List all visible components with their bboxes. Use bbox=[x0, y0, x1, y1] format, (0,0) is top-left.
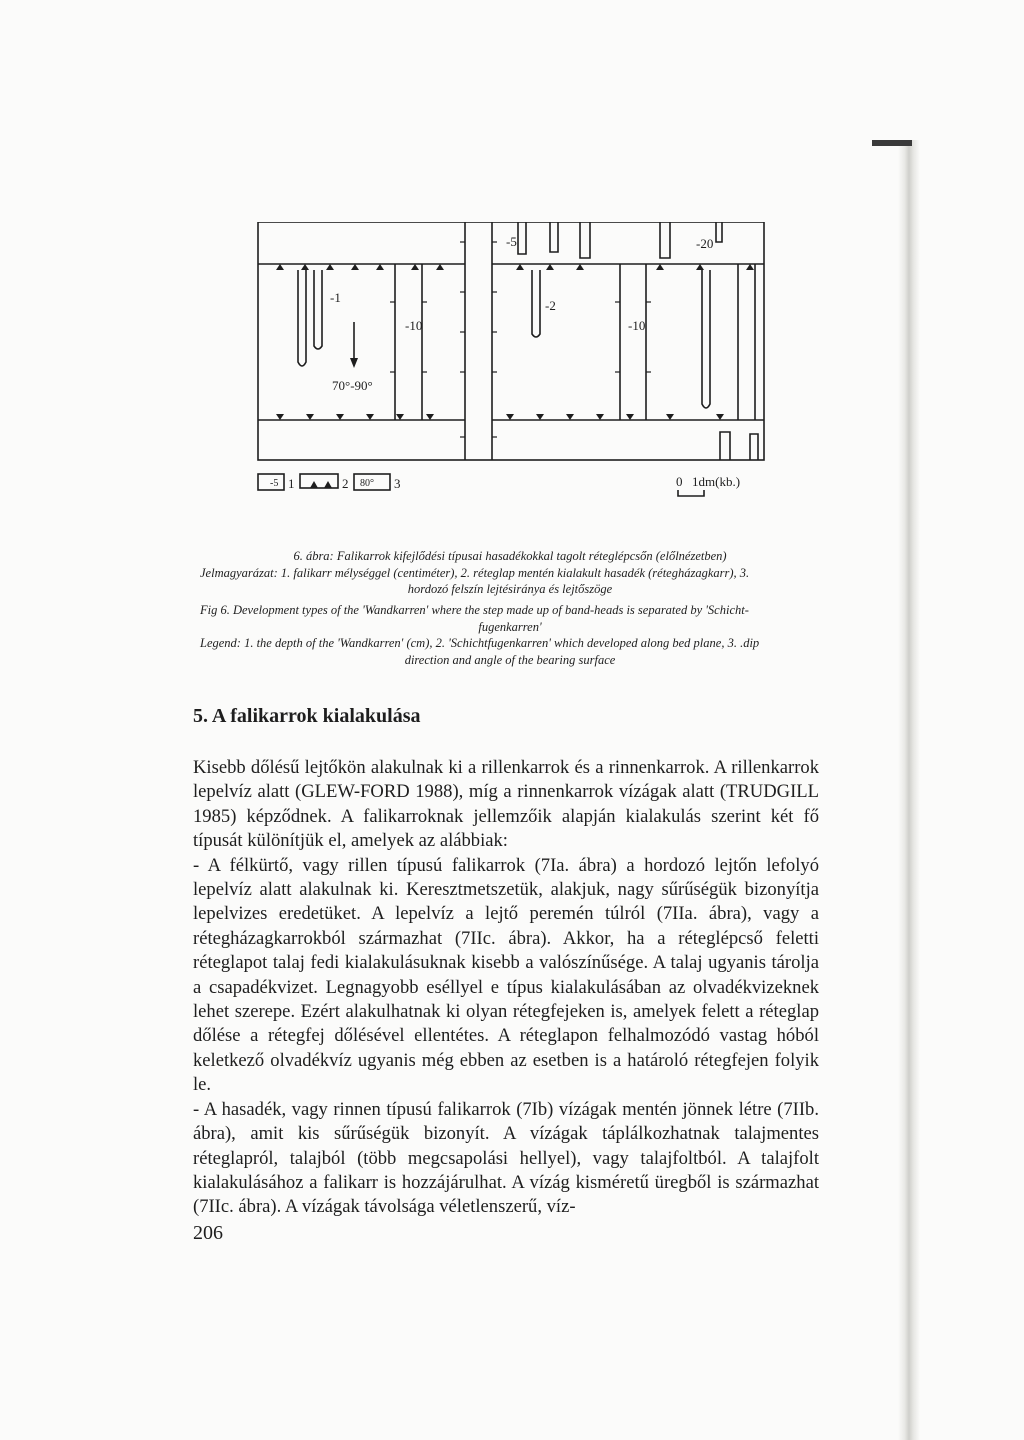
depth-labels bbox=[330, 234, 713, 393]
depth-label: -1 bbox=[330, 290, 341, 305]
fissure-ticks bbox=[390, 242, 651, 437]
page-edge-mark bbox=[872, 140, 912, 146]
vertical-fissures bbox=[395, 222, 755, 460]
bedding-joints bbox=[258, 264, 764, 420]
paragraph: - A hasadék, vagy rinnen típusú falikarrok (7Ib) vízágak mentén jönnek létre (7IIb. ábra), amit kis sűrűségük bizonyít. A vízágak táplálkozhatnak talajmentes réteglapról, talajból (több megcsapolási hellyel), vagy talajfoltból. A talajfolt kialakulásához a falikarr is hozzájárulhat. A vízág kisméretű üregből is származhat (7IIc. ábra). A vízágak távolsága véletlenszerű, víz- bbox=[193, 1098, 819, 1218]
caption-title-en-1: Fig 6. Development types of the 'Wandkarren' where the step made up of band-heads is separated by 'Schicht- bbox=[200, 603, 749, 617]
caption-legend-en-1: Legend: 1. the depth of the 'Wandkarren' (cm), 2. 'Schichtfugenkarren' which developed along bed plane, 3. .dip bbox=[200, 636, 760, 650]
depth-label: -20 bbox=[696, 236, 714, 251]
page-number: 206 bbox=[193, 1222, 223, 1244]
depth-label: -5 bbox=[506, 234, 517, 249]
scale-zero: 0 bbox=[676, 474, 683, 489]
paragraph: Kisebb dőlésű lejtőkön alakulnak ki a rillenkarrok és a rinnenkarrok. A rillenkarrok lepelvíz alatt (GLEW-FORD 1988), míg a rinnenkarrok vízágak alatt (TRUDGILL 1985) képződnek. A falikarroknak jellemzőik alapján kialakulás szerint két fő típusát különítjük el, amelyek az alábbiak: bbox=[193, 757, 819, 852]
figure-6-diagram bbox=[250, 222, 780, 512]
caption-title-en-2: fugenkarren' bbox=[478, 619, 542, 634]
depth-label: -10 bbox=[628, 318, 646, 333]
depth-label: -2 bbox=[545, 298, 556, 313]
triangle-marks bbox=[276, 264, 754, 420]
page-edge-shadow bbox=[898, 140, 920, 1440]
scale-bar bbox=[676, 474, 740, 496]
depth-label: -10 bbox=[405, 318, 423, 333]
body-text bbox=[193, 756, 819, 1220]
dip-arrow bbox=[350, 322, 358, 368]
scale-label: 1dm(kb.) bbox=[692, 474, 741, 489]
legend-num-1: 1 bbox=[288, 476, 295, 491]
caption-legend-hu-1: Jelmagyarázat: 1. falikarr mélységgel (centiméter), 2. réteglap mentén kialakult hasadék (rétegházagkarr), 3. bbox=[200, 565, 750, 580]
caption-english bbox=[200, 602, 820, 668]
figure-frame bbox=[258, 222, 764, 460]
top-notches bbox=[518, 222, 758, 460]
caption-title-hu: 6. ábra: Falikarrok kifejlődési típusai hasadékokkal tagolt réteglépcsőn (előlnézetben) bbox=[293, 549, 727, 563]
caption-hungarian bbox=[200, 548, 820, 598]
legend-symbol-3-text: 80° bbox=[360, 478, 374, 489]
legend-symbol-1-text: -5 bbox=[270, 478, 279, 489]
section-heading: 5. A falikarrok kialakulása bbox=[193, 705, 421, 727]
legend bbox=[258, 474, 401, 491]
legend-num-2: 2 bbox=[342, 476, 349, 491]
dip-label: 70°-90° bbox=[332, 378, 373, 393]
paragraph: - A félkürtő, vagy rillen típusú falikarrok (7Ia. ábra) a hordozó lejtőn lefolyó lepelvíz alatt alakulnak ki. Keresztmetszetük, alakjuk, nagy sűrűségük bizonyítja lepelvizes eredetüket. A lepelvíz a lejtő peremén túlról (7IIa. ábra), vagy a rétegházagkarrokból származhat (7IIc. ábra). Akkor, ha a réteglépcső feletti réteglapot talaj fedi kialakulásuknak kisebb a valószínűsége. A talaj ugyanis tárolja a csapadékvizet. Legnagyobb eséllyel e típus kialakulásában az olvadékvizeknek lehet szerepe. Ezért alakulhatnak ki olyan rétegfejeken is, amelyek felett a réteglap dőlése a rétegfej dőlésével ellentétes. A réteglapon felhalmozódó vastag hóból keletkező olvadékvíz ugyanis még ebben az esetben is a határoló rétegfejen folyik le. bbox=[193, 854, 819, 1096]
caption-legend-hu-2: hordozó felszín lejtésiránya és lejtőszöge bbox=[407, 582, 613, 596]
legend-symbol-2 bbox=[300, 474, 338, 488]
caption-legend-en-2: direction and angle of the bearing surface bbox=[404, 652, 616, 667]
legend-num-3: 3 bbox=[394, 476, 401, 491]
